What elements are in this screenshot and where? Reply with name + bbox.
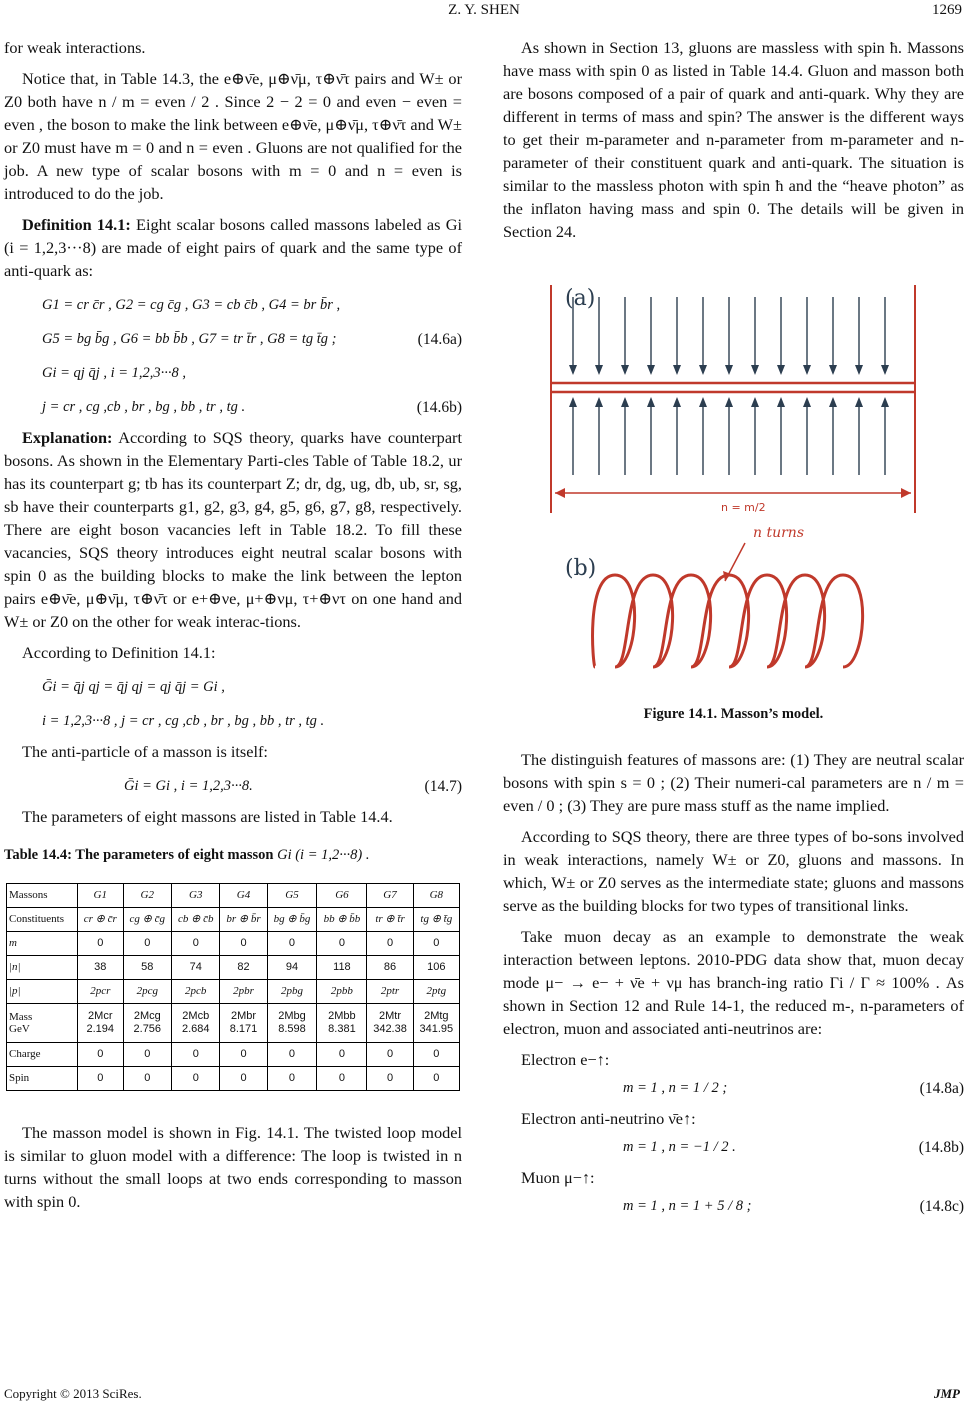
field-arrow-head bbox=[751, 365, 759, 375]
field-arrow-head bbox=[647, 397, 655, 407]
paragraph-masson-model: The masson model is shown in Fig. 14.1. The twisted loop model is similar to gluon model with a difference: The loop is twisted in n turns without the small loops at two ends corresponding to masson with spin 0. bbox=[4, 1123, 462, 1211]
field-arrow-head bbox=[621, 365, 629, 375]
field-arrow-head bbox=[881, 397, 889, 407]
equation-massons-general: Gi = qj q̄j , i = 1,2,3···8 , bbox=[42, 365, 187, 381]
page-header bbox=[0, 0, 968, 24]
table-caption: Table 14.4: The parameters of eight masson Gi (i = 1,2···8) . bbox=[4, 847, 370, 863]
field-arrow-head bbox=[855, 397, 863, 407]
paragraph-features: The distinguish features of massons are: (1) They are neutral scalar bosons with spin s = 0 ; (2) Their numeri-cal parameters are n / m = even / 0 ; (3) They are pure mass stuff as the name implied. bbox=[503, 750, 964, 815]
paragraph-antiparticle: The anti-particle of a masson is itself: bbox=[22, 742, 268, 761]
left-column bbox=[4, 36, 462, 1221]
field-arrow-head bbox=[595, 365, 603, 375]
label-muon: Muon μ−↑: bbox=[521, 1168, 595, 1187]
paragraph-muon-decay: Take muon decay as an example to demonstrate the weak interaction between leptons. 2010-PDG data show that, muon decay mode μ− → e− + ν̄e + νμ has branch-ing ratio Γi / Γ ≈ 100% . As shown in Section 12 and Rule 14-1, the reduced m-, n-parameters of electron, muon and associated anti-neutrinos are: bbox=[503, 927, 964, 1038]
table-row-charge: Charge 0 0 0 0 0 0 0 0 bbox=[7, 1043, 460, 1067]
field-arrow-head bbox=[777, 397, 785, 407]
definition-text: Eight scalar bosons called massons labeled as Gi (i = 1,2,3···8) are made of eight pairs of quark and the same type of anti-quark as: bbox=[4, 215, 462, 280]
field-arrow-head bbox=[621, 397, 629, 407]
arrows-bottom-row bbox=[569, 397, 889, 475]
field-arrow-head bbox=[673, 397, 681, 407]
table-row-m: m 0 0 0 0 0 0 0 0 bbox=[7, 932, 460, 956]
field-arrow-head bbox=[647, 365, 655, 375]
table-row-spin: Spin 0 0 0 0 0 0 0 0 bbox=[7, 1067, 460, 1091]
dimension-arrow-left bbox=[555, 488, 565, 498]
field-arrow-head bbox=[803, 397, 811, 407]
equation-number: (14.8c) bbox=[919, 1198, 964, 1215]
paragraph-gluons-massons: As shown in Section 13, gluons are massless with spin ħ. Massons have mass with spin 0 as listed in Table 14.4. Gluon and masson both are bosons composed of a pair of quark and anti-quark. Why they are different in terms of mass and spin? The answer is the different ways to get their m-parameter and n-parameter from m-parameter and n-parameter of their constituent quark and anti-quark. The situation is similar to the massless photon with spin ħ and the “heave photon” as the inflaton having mass and spin 0. The details will be given in Section 24. bbox=[503, 38, 964, 241]
masson-parameters-table bbox=[6, 883, 460, 1091]
equation-indices: i = 1,2,3···8 , j = cr , cg ,cb , br , bg , bb , tr , tg . bbox=[42, 713, 325, 729]
equation-number: (14.7) bbox=[424, 778, 462, 795]
table-row-header: Massons G1 G2 G3 G4 G5 G6 G7 G8 bbox=[7, 884, 460, 908]
field-arrow-head bbox=[725, 365, 733, 375]
coil-loops bbox=[593, 575, 863, 667]
field-arrow-head bbox=[569, 397, 577, 407]
paragraph-three-bosons: According to SQS theory, there are three types of bo-sons involved in weak interactions, namely W± or Z0, gluons and massons. In which, W± or Z0 serves as the intermediate state; gluons and massons serve as the building blocks for two types of transitional links. bbox=[503, 827, 964, 915]
field-arrow-head bbox=[855, 365, 863, 375]
dimension-label: n = m/2 bbox=[721, 501, 766, 514]
page-footer bbox=[0, 1384, 968, 1408]
table-row-mass: Mass GeV 2Mcr 2.194 2Mcg 2.756 2Mcb 2.684 2Mbr 8.171 2Mbg 8.598 2Mbb 8.381 2Mtr 342.38 2Mtg 341.95 bbox=[7, 1004, 460, 1043]
explanation-label: Explanation: bbox=[22, 428, 113, 447]
paragraph-notice: Notice that, in Table 14.3, the e⊕ν̄e, μ⊕ν̄μ, τ⊕ν̄τ pairs and W± or Z0 both have n / m = even / 2 . Since 2 − 2 = 0 and even − even = even , the boson to make the link between e⊕ν̄e, μ⊕ν̄μ, τ⊕ν̄τ and W± or Z0 must have m = 0 and n = even . Gluons are not qualified for the job. A new type of scalar bosons with m = 0 and n = even is introduced to do the job. bbox=[4, 69, 462, 203]
paragraph-parameters: The parameters of eight massons are listed in Table 14.4. bbox=[22, 807, 393, 826]
paragraph-according: According to Definition 14.1: bbox=[22, 643, 216, 662]
figure-label-a: (a) bbox=[565, 286, 596, 311]
dimension-arrow-right bbox=[901, 488, 911, 498]
field-arrow-head bbox=[751, 397, 759, 407]
field-arrow-head bbox=[725, 397, 733, 407]
turns-label: n turns bbox=[753, 525, 805, 541]
field-arrow-head bbox=[829, 397, 837, 407]
figure-masson-model bbox=[503, 275, 964, 695]
field-arrow-head bbox=[829, 365, 837, 375]
table-row-n: |n| 38 58 74 82 94 118 86 106 bbox=[7, 956, 460, 980]
twisted-coil bbox=[593, 575, 863, 667]
field-arrow-head bbox=[569, 365, 577, 375]
copyright: Copyright © 2013 SciRes. bbox=[4, 1386, 142, 1401]
equation-massons-2: G5 = bg b̄g , G6 = bb b̄b , G7 = tr t̄r , G8 = tg t̄g ; (14.6a) bbox=[4, 324, 462, 352]
field-arrow-head bbox=[777, 365, 785, 375]
page-number: 1269 bbox=[932, 2, 962, 18]
explanation bbox=[4, 426, 462, 633]
equation-massons-1: G1 = cr c̄r , G2 = cg c̄g , G3 = cb c̄b , G4 = br b̄r , bbox=[42, 297, 341, 313]
running-author: Z. Y. SHEN bbox=[448, 2, 520, 18]
field-arrow-head bbox=[699, 365, 707, 375]
right-column bbox=[503, 36, 964, 1225]
label-anti-neutrino: Electron anti-neutrino ν̄e↑: bbox=[521, 1109, 696, 1128]
equation-number: (14.6b) bbox=[416, 399, 462, 416]
figure-label-b: (b) bbox=[565, 556, 597, 581]
equation-antiparticle: Ḡi = q̄j qj = q̄j qj = qj q̄j = Gi , bbox=[42, 679, 225, 695]
figure-caption: Figure 14.1. Masson’s model. bbox=[643, 706, 824, 722]
equation-number: (14.8a) bbox=[919, 1080, 964, 1097]
table-row-constituents: Constituents cr ⊕ c̄r cg ⊕ c̄g cb ⊕ c̄b br ⊕ b̄r bg ⊕ b̄g bb ⊕ b̄b tr ⊕ t̄r tg ⊕ t̄g bbox=[7, 908, 460, 932]
masson-model-drawing bbox=[503, 275, 964, 695]
equation-quark-index: j = cr , cg ,cb , br , bg , bb , tr , tg . (14.6b) bbox=[4, 392, 462, 420]
table-row-p: |p| 2pcr 2pcg 2pcb 2pbr 2pbg 2pbb 2ptr 2ptg bbox=[7, 980, 460, 1004]
field-arrow-head bbox=[881, 365, 889, 375]
label-electron: Electron e−↑: bbox=[521, 1050, 610, 1069]
journal-abbrev: JMP bbox=[934, 1386, 960, 1401]
equation-14-8b: m = 1 , n = −1 / 2 . (14.8b) bbox=[503, 1132, 964, 1160]
equation-number: (14.8b) bbox=[918, 1139, 964, 1156]
equation-14-7: Ḡi = Gi , i = 1,2,3···8. (14.7) bbox=[4, 771, 462, 799]
equation-14-8a: m = 1 , n = 1 / 2 ; (14.8a) bbox=[503, 1073, 964, 1101]
explanation-text: According to SQS theory, quarks have counterpart bosons. As shown in the Elementary Parti-cles Table of Table 18.2, ur has its counterpart g; tb has its counterpart Z; dr, dg, ug, db, ub, sr, sg, sb have their counterparts g1, g2, g3, g4, g5, g6, g7, g8, respectively. There are eight boson vacancies left in Table 18.2. To fill these vacancies, SQS theory introduces eight neutral scalar bosons with spin 0 as the building blocks to make the link between the lepton pairs e⊕ν̄e, μ⊕ν̄μ, τ⊕ν̄τ or e+⊕νe, μ+⊕νμ, τ+⊕ντ on one hand and W± or Z0 on the other for weak interac-tions. bbox=[4, 428, 462, 631]
equation-14-8c: m = 1 , n = 1 + 5 / 8 ; (14.8c) bbox=[503, 1191, 964, 1219]
field-arrow-head bbox=[803, 365, 811, 375]
field-arrow-head bbox=[673, 365, 681, 375]
definition-14-1 bbox=[4, 213, 462, 282]
paragraph-continuation: for weak interactions. bbox=[4, 38, 146, 57]
field-arrow-head bbox=[699, 397, 707, 407]
equation-number: (14.6a) bbox=[417, 331, 462, 348]
definition-label: Definition 14.1: bbox=[22, 215, 131, 234]
field-arrow-head bbox=[595, 397, 603, 407]
arrows-top-row bbox=[569, 297, 889, 375]
